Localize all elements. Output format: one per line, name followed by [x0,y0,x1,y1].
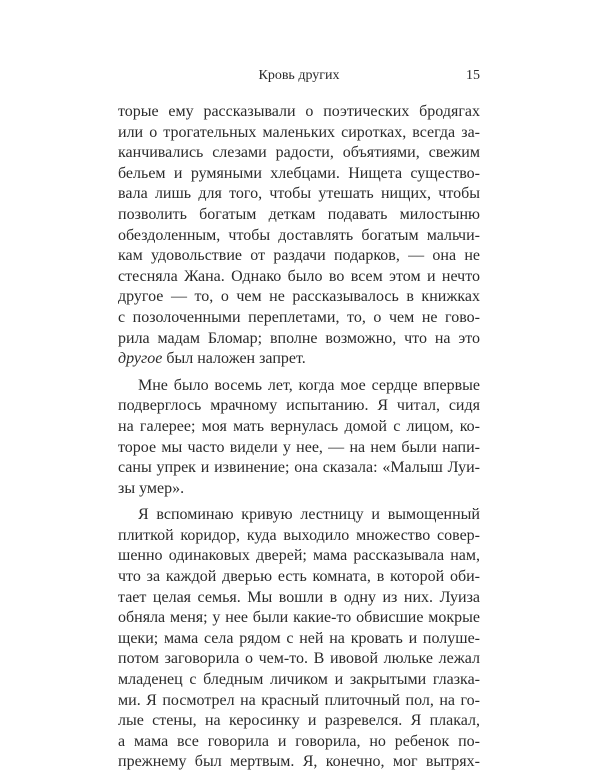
text-line: прежнему был мертвым. Я, конечно, мог вытрях- [118,753,480,771]
text-line: бельем и румяными хлебцами. Нищета существо- [118,164,480,182]
text-line: щеки; мама села рядом с ней на кровать и полуше- [118,629,480,647]
text-line: рила мадам Бломар; вполне возможно, что на это [118,329,480,347]
text-line: стесняла Жана. Однако было во всем этом и нечто [118,267,480,285]
text-line: младенец с бледным личиком и закрытыми глазка- [118,671,480,689]
text-line: саны упрек и извинение; она сказала: «Малыш Луи- [118,459,480,477]
page-number: 15 [466,68,480,83]
text-line: тает целая семья. Мы вошли в одну из них. Луиза [118,588,480,606]
text-line: обняла меня; у нее были какие-то обвисшие мокрые [118,609,480,627]
text-line: на галерее; моя мать вернулась домой с лицом, ко- [118,417,480,435]
text-line: подверглось мрачному испытанию. Я читал, сидя [118,397,480,415]
paragraph [118,505,480,773]
text-line: шенно одинаковых дверей; мама рассказывала нам, [118,547,480,565]
text-line: плиткой коридор, куда выходило множество совер- [118,526,480,544]
text-line: вала лишь для того, чтобы утешать нищих, чтобы [118,185,480,203]
line-rest: был наложен запрет. [162,350,306,368]
text-line: другое — то, о чем не рассказывалось в книжках [118,288,480,306]
text-line: зы умер». [118,479,185,497]
text-line: ми. Я посмотрел на красный плиточный пол, на го- [118,691,480,709]
text-line: торые ему рассказывали о поэтических бродягах [118,103,480,120]
text-line: Я вспоминаю кривую лестницу и вымощенный [138,506,480,524]
text-line [118,349,480,370]
running-head [118,66,480,86]
running-title: Кровь других [258,68,340,83]
text-line: а мама все говорила и говорила, но ребенок по- [118,732,480,750]
italic-word: другое [118,350,163,368]
paragraph [118,102,480,370]
text-line: с позолоченными переплетами, то, о чем не гово- [118,308,480,326]
text-line: кам удовольствие от раздачи подарков, — она не [118,247,480,265]
text-line: канчивались слезами радости, объятиями, свежим [118,144,480,162]
paragraph [118,376,480,500]
text-line: торое мы часто видели у нее, — на нем были напи- [118,438,480,456]
text-line: позволить богатым деткам подавать милостыню [118,205,480,223]
text-line: или о трогательных маленьких сиротках, всегда за- [118,123,480,141]
text-line: обездоленным, чтобы доставлять богатым мальчи- [118,226,480,244]
body-text [118,102,480,773]
text-line: лые стены, на керосинку и разревелся. Я плакал, [118,712,480,730]
text-line: что за каждой дверью есть комната, в которой оби- [118,568,480,586]
text-line: потом заговорила о чем-то. В ивовой люльке лежал [118,650,480,668]
text-line: Мне было восемь лет, когда мое сердце впервые [138,376,480,394]
